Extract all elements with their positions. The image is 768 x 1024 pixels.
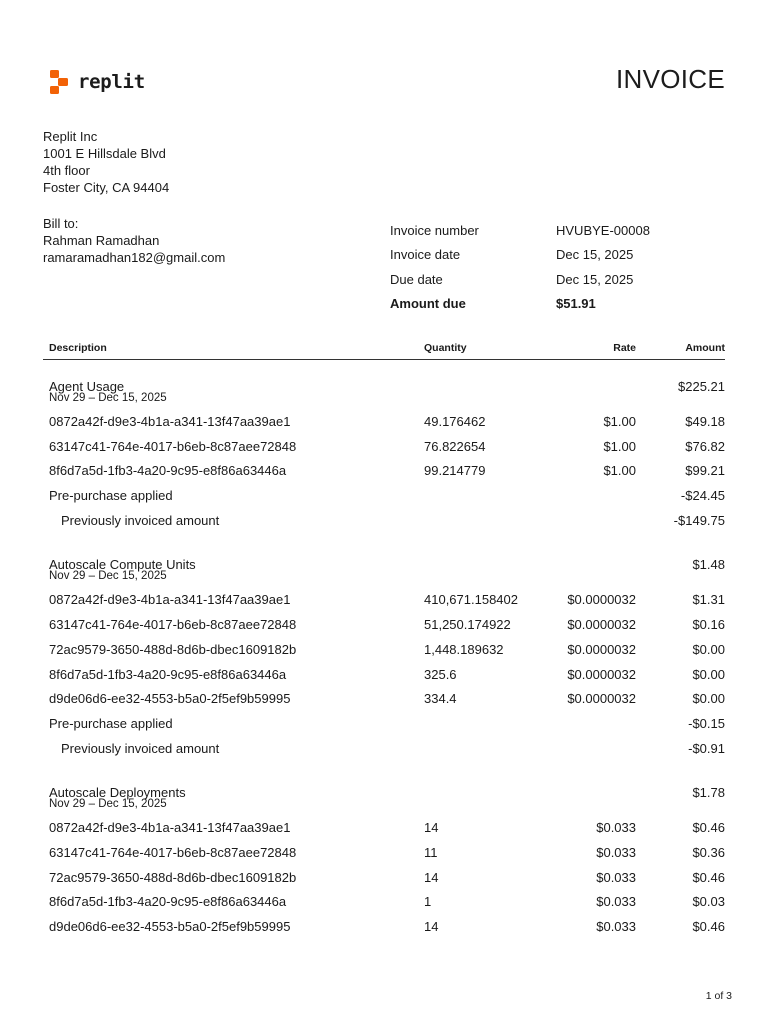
line-quantity: 1 <box>424 894 432 910</box>
billing-period: Nov 29 – Dec 15, 2025 <box>49 570 167 583</box>
line-rate: $1.00 <box>603 438 636 454</box>
adjustment-description: Previously invoiced amount <box>61 512 220 528</box>
line-amount: $0.03 <box>692 894 725 910</box>
line-quantity: 410,671.158402 <box>424 592 518 608</box>
adjustment-amount: -$0.15 <box>688 715 725 731</box>
line-rate: $0.0000032 <box>567 641 636 657</box>
section-amount: $1.48 <box>692 557 725 573</box>
replit-logo <box>50 70 145 94</box>
section-amount: $225.21 <box>678 379 725 394</box>
section-title: Autoscale Deployments <box>49 785 186 801</box>
adjustment-amount: -$0.91 <box>688 740 725 756</box>
company-city-state-zip: Foster City, CA 94404 <box>43 180 170 195</box>
customer-email: ramaramadhan182@gmail.com <box>43 250 226 265</box>
section-header <box>43 776 725 801</box>
meta-label: Amount due <box>390 296 466 312</box>
line-quantity: 14 <box>424 919 439 934</box>
table-row <box>43 913 725 938</box>
section-title: Agent Usage <box>49 379 125 394</box>
line-description: 63147c41-764e-4017-b6eb-8c87aee72848 <box>49 617 297 633</box>
table-row <box>43 586 725 611</box>
section-spacer <box>43 759 725 776</box>
table-row <box>43 888 725 913</box>
line-description: 8f6d7a5d-1fb3-4a20-9c95-e8f86a63446a <box>49 894 287 910</box>
line-quantity: 11 <box>424 844 438 860</box>
invoice-number: HVUBYE-00008 <box>556 222 650 238</box>
section-header <box>43 370 725 394</box>
table-row <box>43 814 725 839</box>
line-quantity: 334.4 <box>424 691 457 707</box>
invoice-date-row <box>390 243 730 268</box>
line-description: 8f6d7a5d-1fb3-4a20-9c95-e8f86a63446a <box>49 463 287 479</box>
line-description: 8f6d7a5d-1fb3-4a20-9c95-e8f86a63446a <box>49 666 287 682</box>
amount-due-row <box>390 292 730 317</box>
line-quantity: 14 <box>424 820 439 836</box>
table-row <box>43 408 725 433</box>
table-row <box>43 864 725 889</box>
billing-period: Nov 29 – Dec 15, 2025 <box>49 798 167 811</box>
company-address-line-2: 4th floor <box>43 163 90 178</box>
company-address-line-1: 1001 E Hillsdale Blvd <box>43 146 166 161</box>
column-header-rate: Rate <box>613 342 636 354</box>
line-amount: $0.36 <box>692 844 725 860</box>
bill-to <box>43 215 225 266</box>
column-header-quantity: Quantity <box>424 342 467 354</box>
table-row <box>43 839 725 864</box>
company-address <box>43 128 169 196</box>
section-amount: $1.78 <box>692 785 725 801</box>
line-rate: $1.00 <box>603 463 636 479</box>
due-date-row <box>390 267 730 292</box>
line-rate: $1.00 <box>603 414 636 429</box>
line-amount: $0.00 <box>692 666 725 682</box>
section-period <box>43 569 725 586</box>
line-amount: $76.82 <box>685 438 725 454</box>
line-rate: $0.0000032 <box>567 617 636 633</box>
column-header-amount: Amount <box>685 342 725 354</box>
page-number: 1 of 3 <box>705 990 732 1002</box>
line-description: 0872a42f-d9e3-4b1a-a341-13f47aa39ae1 <box>49 414 291 429</box>
line-quantity: 49.176462 <box>424 414 486 429</box>
bill-to-label: Bill to: <box>43 216 79 231</box>
table-row <box>43 611 725 636</box>
line-quantity: 14 <box>424 869 439 885</box>
line-items <box>43 370 725 938</box>
line-amount: $1.31 <box>692 592 725 608</box>
table-header <box>43 338 725 360</box>
table-row <box>43 636 725 661</box>
meta-label: Due date <box>390 271 443 287</box>
line-quantity: 76.822654 <box>424 438 486 454</box>
invoice-number-row <box>390 218 730 243</box>
line-description: d9de06d6-ee32-4553-b5a0-2f5ef9b59995 <box>49 691 291 707</box>
line-quantity: 99.214779 <box>424 463 486 479</box>
document-title: INVOICE <box>615 64 725 94</box>
adjustment-row <box>43 482 725 507</box>
line-amount: $0.00 <box>692 641 725 657</box>
table-row <box>43 433 725 458</box>
line-rate: $0.033 <box>596 894 636 910</box>
adjustment-amount: -$24.45 <box>680 488 725 504</box>
adjustment-description: Pre-purchase applied <box>49 488 173 504</box>
line-quantity: 325.6 <box>424 666 457 682</box>
company-name: Replit Inc <box>43 129 98 144</box>
table-row <box>43 661 725 686</box>
line-description: 63147c41-764e-4017-b6eb-8c87aee72848 <box>49 844 297 860</box>
line-description: 0872a42f-d9e3-4b1a-a341-13f47aa39ae1 <box>49 820 291 836</box>
line-rate: $0.0000032 <box>567 691 636 707</box>
line-amount: $0.46 <box>692 869 725 885</box>
section-title: Autoscale Compute Units <box>49 557 196 573</box>
adjustment-row <box>43 735 725 760</box>
line-rate: $0.033 <box>596 919 636 934</box>
line-amount: $49.18 <box>685 414 725 429</box>
section-spacer <box>43 531 725 548</box>
meta-label: Invoice number <box>390 222 479 238</box>
customer-name: Rahman Ramadhan <box>43 233 160 248</box>
line-description: 72ac9579-3650-488d-8d6b-dbec1609182b <box>49 869 297 885</box>
invoice-date: Dec 15, 2025 <box>556 247 634 263</box>
meta-label: Invoice date <box>390 247 461 263</box>
line-rate: $0.033 <box>596 820 636 836</box>
line-rate: $0.033 <box>596 869 636 885</box>
section-period <box>43 797 725 814</box>
line-quantity: 1,448.189632 <box>424 641 504 657</box>
adjustment-row <box>43 507 725 532</box>
table-row <box>43 457 725 482</box>
line-description: 63147c41-764e-4017-b6eb-8c87aee72848 <box>49 438 297 454</box>
line-amount: $0.00 <box>692 691 725 707</box>
line-quantity: 51,250.174922 <box>424 617 511 633</box>
adjustment-row <box>43 710 725 735</box>
line-amount: $99.21 <box>685 463 725 479</box>
line-amount: $0.46 <box>692 820 725 836</box>
invoice-details <box>390 218 730 316</box>
line-amount: $0.46 <box>692 919 725 934</box>
replit-logo-icon <box>50 70 70 94</box>
line-rate: $0.0000032 <box>567 592 636 608</box>
line-amount: $0.16 <box>692 617 725 633</box>
adjustment-description: Previously invoiced amount <box>61 740 220 756</box>
adjustment-description: Pre-purchase applied <box>49 715 173 731</box>
amount-due: $51.91 <box>556 296 596 312</box>
line-description: 0872a42f-d9e3-4b1a-a341-13f47aa39ae1 <box>49 592 291 608</box>
section-header <box>43 548 725 573</box>
due-date: Dec 15, 2025 <box>556 271 634 287</box>
line-rate: $0.0000032 <box>567 666 636 682</box>
line-rate: $0.033 <box>596 844 636 860</box>
column-header-description: Description <box>49 342 107 354</box>
line-description: d9de06d6-ee32-4553-b5a0-2f5ef9b59995 <box>49 919 291 934</box>
adjustment-amount: -$149.75 <box>673 512 725 528</box>
billing-period: Nov 29 – Dec 15, 2025 <box>49 392 167 404</box>
logo-text: replit <box>78 71 145 93</box>
section-period <box>43 391 725 408</box>
table-row <box>43 685 725 710</box>
line-description: 72ac9579-3650-488d-8d6b-dbec1609182b <box>49 641 297 657</box>
